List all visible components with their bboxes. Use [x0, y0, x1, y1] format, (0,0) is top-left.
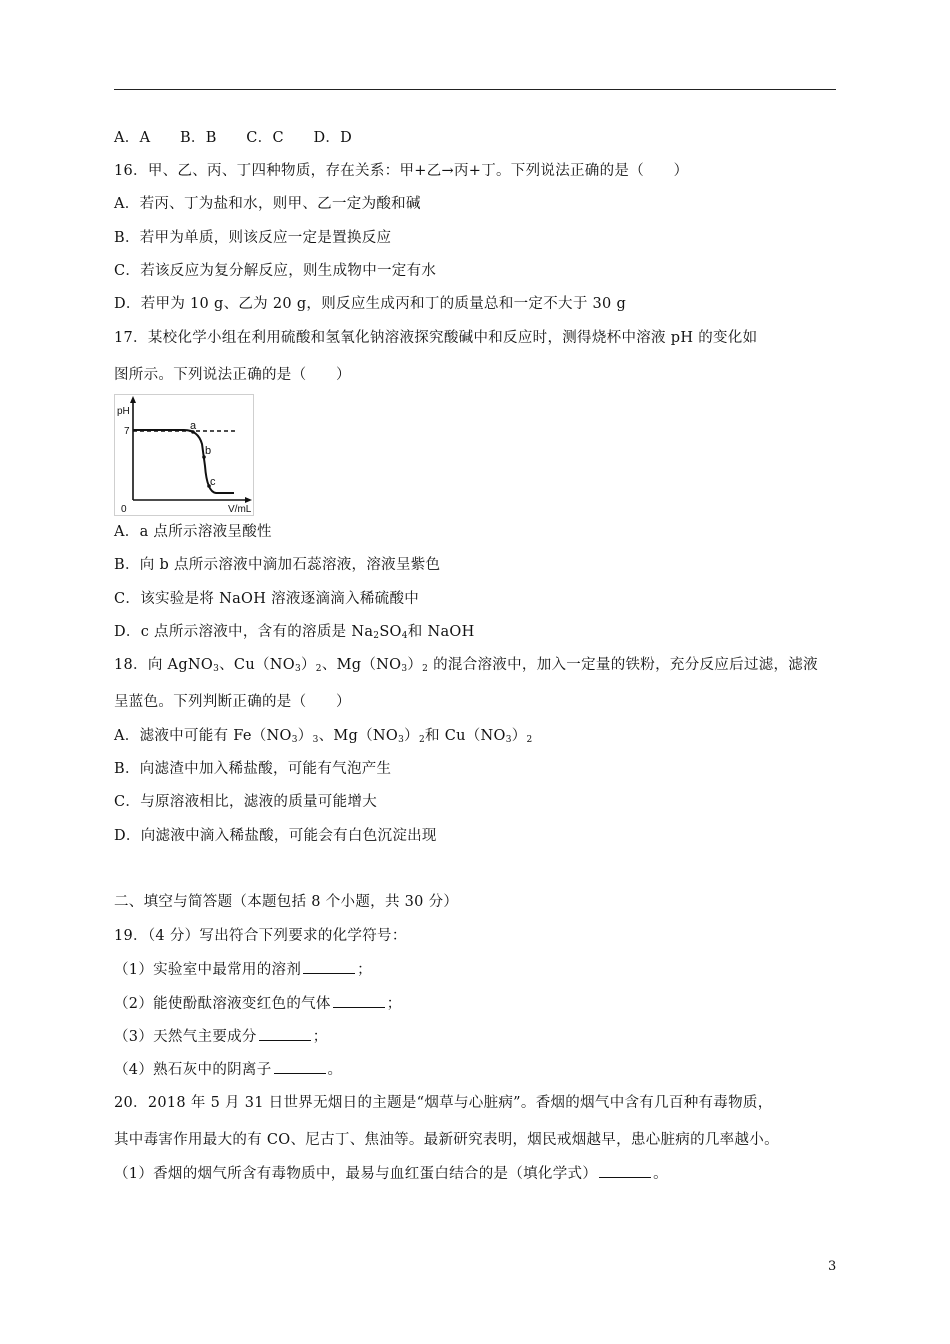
point-a-label: a [190, 420, 197, 432]
q15-options: A．A B．B C．C D．D [114, 130, 353, 146]
y-axis-label: pH [117, 406, 130, 417]
q17-stem-line2: 图所示。下列说法正确的是（ ） [114, 367, 351, 383]
q16-option-b: B．若甲为单质，则该反应一定是置换反应 [114, 230, 392, 246]
q20-stem-line2: 其中毒害作用最大的有 CO、尼古丁、焦油等。最新研究表明，烟民戒烟越早，患心脏病的几率越小。 [114, 1132, 779, 1148]
ph-graph [114, 394, 254, 516]
q18-option-b: B．向滤渣中加入稀盐酸，可能有气泡产生 [114, 761, 392, 777]
header-rule [114, 89, 836, 90]
q18-stem-line1: 18．向 AgNO$_3$、$Cu(NO_3)_2$、$Mg(NO_3)_2$ 的混合溶液中，加入一定量的铁粉，充分反应后过滤，滤液 [114, 657, 818, 674]
answer-blank[interactable] [303, 959, 355, 974]
answer-blank[interactable] [259, 1026, 311, 1041]
answer-blank[interactable] [333, 993, 385, 1008]
q17-option-a: A．a 点所示溶液呈酸性 [114, 524, 272, 540]
q20-stem-line1: 20．2018 年 5 月 31 日世界无烟日的主题是“烟草与心脏病”。香烟的烟气中含有几百种有毒物质， [114, 1095, 773, 1111]
q18-option-a: A．滤液中可能有 $Fe(NO_3)_3$、$Mg(NO_3)_2$和 $Cu(NO_3)_2$ [114, 728, 533, 745]
q17-option-b: B．向 b 点所示溶液中滴加石蕊溶液，溶液呈紫色 [114, 557, 441, 573]
answer-blank[interactable] [599, 1163, 651, 1178]
point-b-label: b [205, 445, 212, 457]
section-heading: 二、填空与简答题（本题包括 8 个小题，共 30 分） [114, 894, 459, 910]
q19-item-4: （4）熟石灰中的阴离子 。 [114, 1059, 342, 1080]
q19-stem: 19．（4 分）写出符合下列要求的化学符号： [114, 928, 407, 944]
q19-item-1: （1）实验室中最常用的溶剂 ； [114, 959, 372, 980]
q18-stem-line2: 呈蓝色。下列判断正确的是（ ） [114, 694, 351, 710]
x-axis-label: V/mL [228, 504, 252, 515]
q16-option-d: D．若甲为 10 g、乙为 20 g，则反应生成丙和丁的质量总和一定不大于 30 g [114, 296, 627, 312]
q17-option-d: D．c 点所示溶液中，含有的溶质是 $Na_2SO_4$和 NaOH [114, 624, 475, 641]
point-c-label: c [210, 476, 216, 488]
ph-curve [133, 430, 234, 493]
page-number: 3 [828, 1259, 837, 1274]
y-axis-arrow [130, 396, 136, 403]
q17-stem-line1: 17．某校化学小组在利用硫酸和氢氧化钠溶液探究酸碱中和反应时，测得烧杯中溶液 pH 的变化如 [114, 330, 758, 346]
q17-option-c: C．该实验是将 NaOH 溶液逐滴滴入稀硫酸中 [114, 591, 420, 607]
q16-option-a: A．若丙、丁为盐和水，则甲、乙一定为酸和碱 [114, 196, 421, 212]
q18-option-c: C．与原溶液相比，滤液的质量可能增大 [114, 794, 377, 810]
origin-label: 0 [121, 504, 127, 515]
x-axis-arrow [245, 497, 252, 503]
q16-stem: 16．甲、乙、丙、丁四种物质，存在关系：甲+乙→丙+丁。下列说法正确的是（ ） [114, 163, 689, 179]
q19-item-2: （2）能使酚酞溶液变红色的气体 ； [114, 993, 402, 1014]
q18-option-d: D．向滤液中滴入稀盐酸，可能会有白色沉淀出现 [114, 828, 437, 844]
answer-blank[interactable] [274, 1059, 326, 1074]
q19-item-3: （3）天然气主要成分 ； [114, 1026, 328, 1047]
q20-item-1: （1）香烟的烟气所含有毒物质中，最易与血红蛋白结合的是（填化学式） 。 [114, 1163, 668, 1184]
q16-option-c: C．若该反应为复分解反应，则生成物中一定有水 [114, 263, 437, 279]
ph7-tick-label: 7 [124, 426, 130, 437]
